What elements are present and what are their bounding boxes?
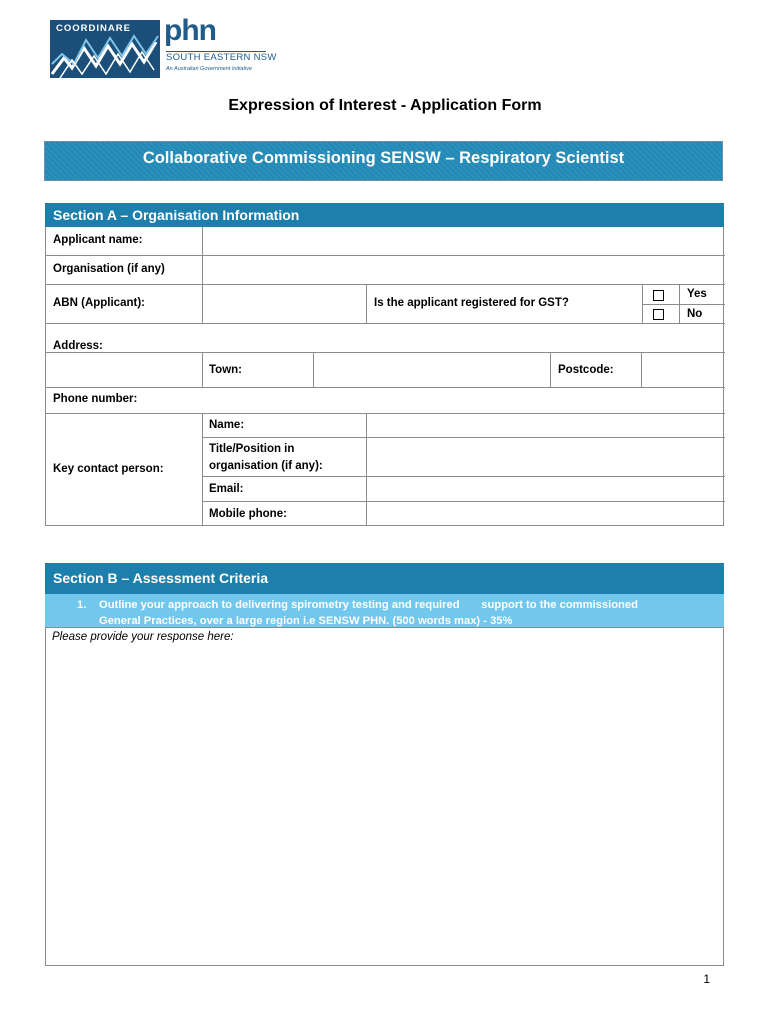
contact-title-label-line1: Title/Position in (209, 443, 295, 455)
applicant-name-label: Applicant name: (53, 234, 143, 246)
abn-label: ABN (Applicant): (53, 297, 145, 309)
contact-mobile-label: Mobile phone: (209, 508, 287, 520)
contact-email-field[interactable] (367, 477, 724, 501)
phn-logo (164, 14, 284, 80)
contact-mobile-field[interactable] (367, 502, 724, 526)
address-field[interactable] (203, 324, 724, 352)
abn-field[interactable] (203, 285, 366, 323)
gst-no-checkbox[interactable] (653, 309, 664, 320)
gst-no-label: No (687, 308, 703, 320)
coordinare-logo-text: COORDINARE (56, 23, 131, 34)
town-field[interactable] (314, 353, 550, 387)
contact-email-label: Email: (209, 483, 244, 495)
address-label: Address: (53, 340, 103, 352)
organisation-label: Organisation (if any) (53, 263, 165, 275)
gst-question-label: Is the applicant registered for GST? (374, 297, 569, 309)
phone-field[interactable] (203, 388, 724, 413)
contact-name-label: Name: (209, 419, 245, 431)
project-banner (44, 141, 723, 181)
phn-logo-tagline: An Australian Government Initiative (166, 66, 253, 72)
gst-yes-label: Yes (687, 288, 707, 300)
coordinare-logo-mark (50, 34, 160, 78)
criterion-text-line1: Outline your approach to delivering spirometry testing and required support to the commissioned (99, 599, 638, 611)
page-number: 1 (703, 972, 710, 986)
banner-title: Collaborative Commissioning SENSW – Respiratory Scientist (142, 149, 625, 167)
section-b-header: Section B – Assessment Criteria (45, 563, 724, 594)
postcode-field[interactable] (642, 353, 724, 387)
section-a-header: Section A – Organisation Information (45, 203, 724, 227)
contact-title-label-line2: organisation (if any): (209, 460, 323, 472)
phn-logo-subtitle: SOUTH EASTERN NSW (166, 52, 277, 63)
contact-name-field[interactable] (367, 414, 724, 437)
organisation-field[interactable] (203, 256, 724, 284)
section-a-table (45, 227, 724, 526)
applicant-name-field[interactable] (203, 227, 724, 255)
gst-yes-checkbox[interactable] (653, 290, 664, 301)
phone-label: Phone number: (53, 393, 138, 405)
coordinare-logo (50, 20, 160, 78)
criterion-number: 1. (77, 599, 87, 611)
criterion-bar (45, 594, 724, 627)
response-prompt: Please provide your response here: (52, 631, 234, 643)
phn-logo-word: phn (164, 14, 216, 47)
contact-title-field[interactable] (367, 438, 724, 476)
criterion-text-line2: General Practices, over a large region i.e SENSW PHN. (500 words max) - 35% (99, 615, 513, 627)
response-textarea[interactable] (45, 627, 724, 966)
town-label: Town: (209, 364, 242, 376)
document-title: Expression of Interest - Application Form (228, 97, 542, 114)
key-contact-label: Key contact person: (53, 463, 164, 475)
postcode-label: Postcode: (558, 364, 614, 376)
